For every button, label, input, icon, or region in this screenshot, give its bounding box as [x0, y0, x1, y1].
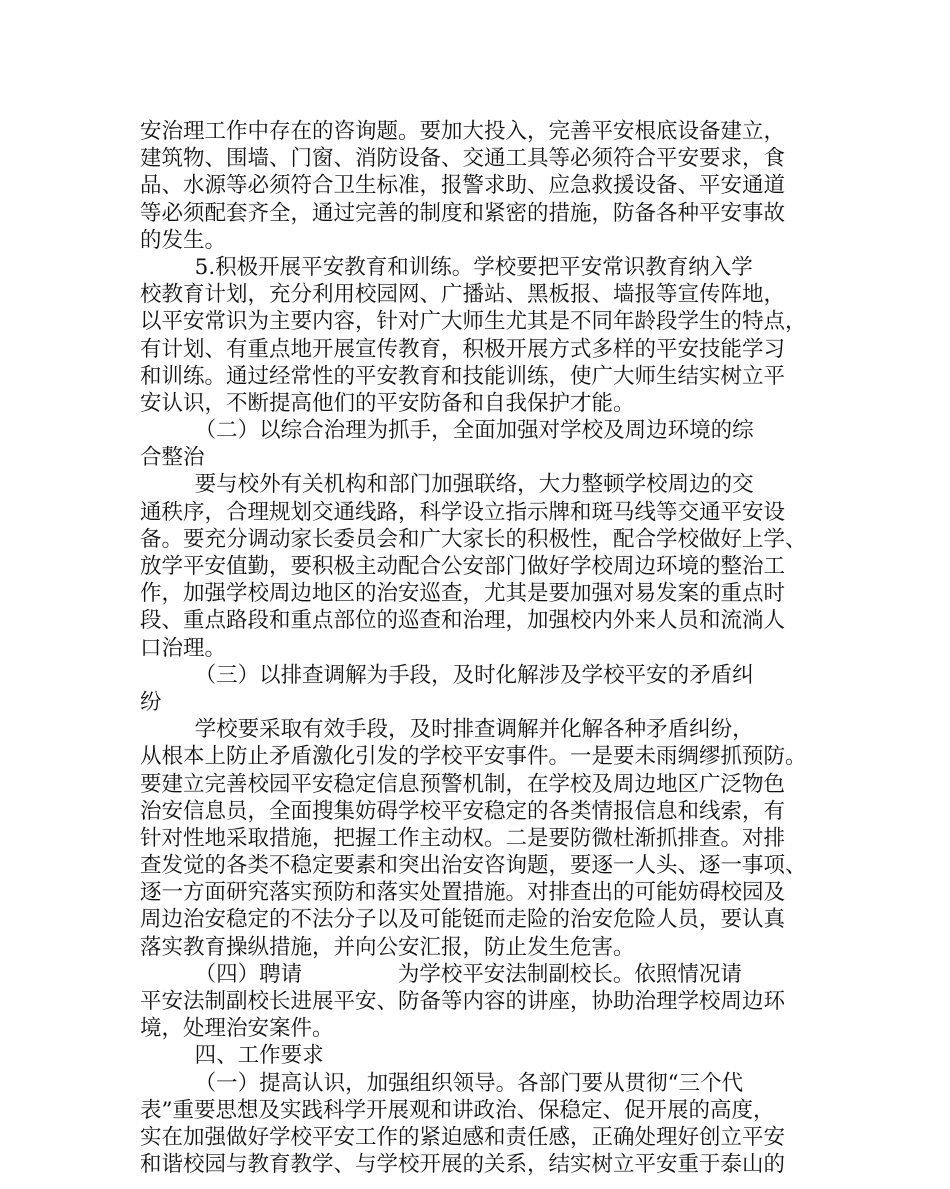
document-body: [140, 118, 830, 1178]
text-line: 5.积极开展平安教育和训练。学校要把平安常识教育纳入学: [140, 254, 753, 280]
text-line: 和训练。通过经常性的平安教育和技能训练，使广大师生结实树立平: [140, 363, 786, 389]
text-line: 要建立完善校园平安稳定信息预警机制，在学校及周边地区广泛物色: [140, 771, 786, 797]
text-line: 的发生。: [140, 227, 227, 253]
text-line: 落实教育操纵措施，并向公安汇报，防止发生危害。: [140, 934, 635, 960]
text-line: 校教育计划，充分利用校园网、广播站、黑板报、墙报等宣传阵地，: [140, 282, 786, 308]
text-line: 作，加强学校周边地区的治安巡查，尤其是要加强对易发案的重点时: [140, 581, 786, 607]
text-line: 查发觉的各类不稳定要素和突出治安咨询题，要逐一人头、逐一事项、: [140, 853, 807, 879]
text-line: 安认识，不断提高他们的平安防备和自我保护才能。: [140, 390, 635, 416]
text-line: 周边治安稳定的不法分子以及可能铤而走险的治安危险人员，要认真: [140, 907, 786, 933]
text-line: 平安法制副校长进展平安、防备等内容的讲座，协助治理学校周边环: [140, 989, 786, 1014]
section-heading-line: 纷: [140, 689, 162, 715]
text-line: 治安信息员，全面搜集妨碍学校平安稳定的各类情报信息和线索，有: [140, 798, 786, 824]
text-line: 学校要采取有效手段，及时排查调解并化解各种矛盾纠纷，: [140, 717, 754, 743]
text-line: 放学平安值勤，要积极主动配合公安部门做好学校周边环境的整治工: [140, 554, 786, 579]
text-line: 有计划、有重点地开展宣传教育，积极开展方式多样的平安技能学习: [140, 336, 786, 362]
text-line: 安治理工作中存在的咨询题。要加大投入，完善平安根底设备建立，: [140, 119, 786, 144]
text-line: 等必须配套齐全，通过完善的制度和紧密的措施，防备各种平安事故: [140, 200, 786, 226]
text-line: 要与校外有关机构和部门加强联络，大力整顿学校周边的交: [140, 472, 754, 498]
section-heading-line: （三）以排查调解为手段，及时化解涉及学校平安的矛盾纠: [140, 662, 754, 688]
section-heading-line: （四）聘请 为学校平安法制副校长。依照情况请: [140, 961, 742, 987]
text-line: （一）提高认识，加强组织领导。各部门要从贯彻“三个代: [140, 1070, 744, 1096]
text-line: 针对性地采取措施，把握工作主动权。二是要防微杜渐抓排查。对排: [140, 825, 786, 851]
text-line: 逐一方面研究落实预防和落实处置措施。对排查出的可能妨碍校园及: [140, 880, 786, 906]
text-line: 实在加强做好学校平安工作的紧迫感和责任感，正确处理好创立平安: [140, 1124, 786, 1150]
section-heading-line: （二）以综合治理为抓手，全面加强对学校及周边环境的综: [140, 418, 754, 444]
text-line: 和谐校园与教育教学、与学校开展的关系，结实树立平安重于泰山的: [140, 1152, 786, 1178]
text-line: 品、水源等必须符合卫生标准，报警求助、应急救援设备、平安通道: [140, 173, 786, 199]
text-line: 备。要充分调动家长委员会和广大家长的积极性，配合学校做好上学、: [140, 526, 807, 552]
text-line: 通秩序，合理规划交通线路，科学设立指示牌和斑马线等交通平安设: [140, 499, 786, 525]
section-heading-line: 四、工作要求: [140, 1043, 324, 1069]
text-line: 表”重要思想及实践科学开展观和讲政治、保稳定、促开展的高度，: [140, 1097, 775, 1123]
text-line: 口治理。: [140, 635, 227, 661]
text-line: 从根本上防止矛盾激化引发的学校平安事件。一是要未雨绸缪抓预防。: [140, 744, 807, 770]
text-line: 境，处理治安案件。: [140, 1016, 334, 1042]
section-heading-line: 合整治: [140, 445, 205, 471]
text-line: 以平安常识为主要内容，针对广大师生尤其是不同年龄段学生的特点，: [140, 309, 807, 335]
text-line: 建筑物、围墙、门窗、消防设备、交通工具等必须符合平安要求，食: [140, 146, 786, 172]
text-line: 段、重点路段和重点部位的巡查和治理，加强校内外来人员和流淌人: [140, 608, 786, 634]
